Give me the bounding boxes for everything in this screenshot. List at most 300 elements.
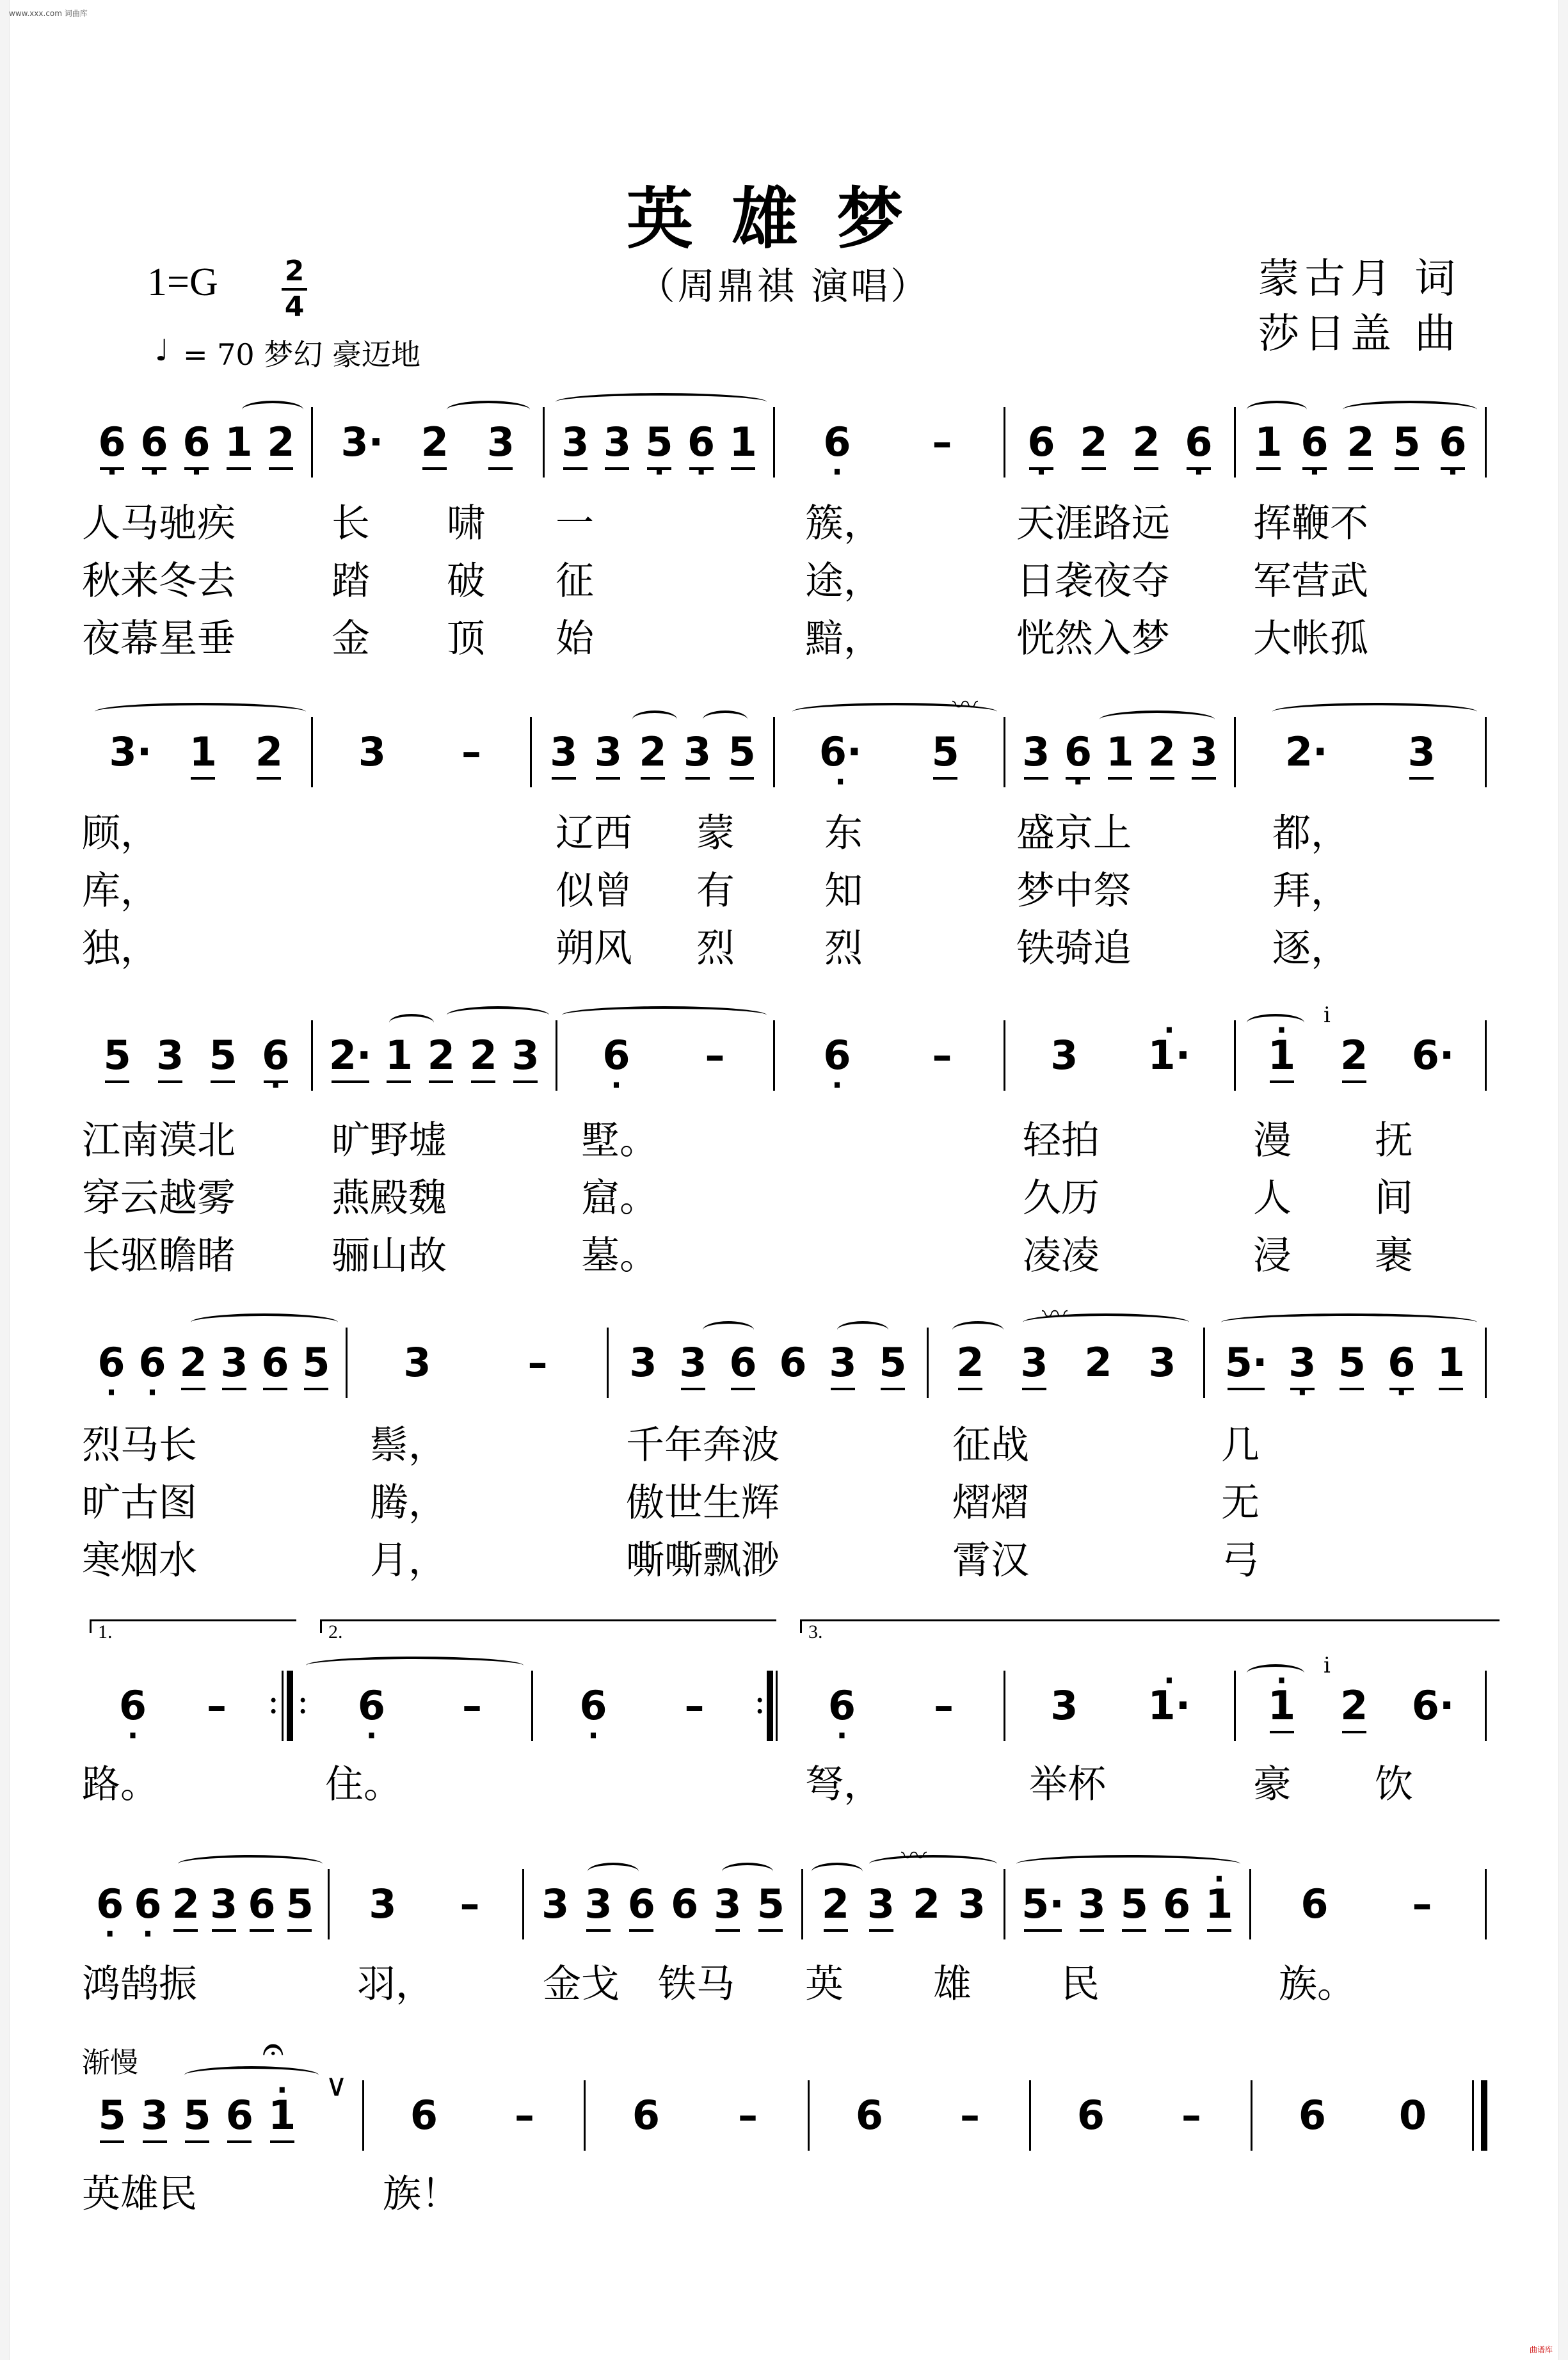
lyric-syllable: 一 (556, 501, 594, 546)
time-top: 2 (284, 255, 305, 287)
lyric-syllable: 顾， (82, 811, 159, 856)
jianpu-note: 0 (1398, 2092, 1427, 2139)
jianpu-note: – (1181, 2092, 1201, 2139)
jianpu-note: 2 (1347, 419, 1375, 465)
grace-note: i (1324, 1653, 1331, 1678)
lyric-syllable: 鬃， (370, 1423, 447, 1468)
measure (586, 2080, 808, 2151)
barline (531, 1671, 533, 1741)
jianpu-note: 5 (1338, 1339, 1366, 1386)
measure (1236, 407, 1485, 478)
measure (314, 1020, 556, 1091)
measure (82, 2080, 312, 2151)
barline (1029, 2080, 1031, 2151)
jianpu-note: 5 (931, 728, 959, 775)
lyric-syllable: 拜， (1272, 869, 1349, 913)
measure (776, 407, 1004, 478)
quarter-note-icon: ♩ (155, 333, 169, 367)
jianpu-note: 3 (1190, 728, 1218, 775)
lyric-syllable: 民 (1061, 1962, 1100, 2007)
measure (1006, 1869, 1249, 1939)
volta-3: 3. (800, 1619, 1500, 1633)
lyric-syllable: 似曾 (556, 869, 632, 913)
barline (1249, 1869, 1251, 1939)
jianpu-note: · 6 (97, 1340, 126, 1385)
lyric-syllable: 独， (82, 926, 159, 971)
measure (82, 1328, 346, 1398)
barline (1203, 1328, 1205, 1398)
lyric-syllable: 铁骑追 (1016, 926, 1132, 971)
measure (558, 1020, 773, 1091)
barline (1485, 717, 1487, 787)
lyric-syllable: 窟。 (581, 1176, 658, 1221)
lyric-syllable: 无 (1221, 1481, 1260, 1525)
jianpu-note: 5· (1224, 1339, 1268, 1386)
jianpu-note: 5 (103, 1032, 131, 1079)
site-label: www.xxx.com 词曲库 (9, 9, 88, 18)
staff-system-3 (82, 1002, 1490, 1091)
jianpu-note: 2 (420, 419, 449, 465)
lyric-line (82, 608, 1490, 661)
lyric-syllable: 盛京上 (1016, 811, 1132, 856)
jianpu-note: 3 (550, 728, 578, 775)
jianpu-note: 3 (1050, 1682, 1078, 1729)
jianpu-note: 1 (189, 728, 217, 775)
lyric-syllable: 嘶嘶飘渺 (626, 1538, 780, 1583)
lyric-syllable: 都， (1272, 811, 1349, 856)
jianpu-note: · 6 (579, 1683, 608, 1728)
lyric-line (82, 1415, 1490, 1468)
mordent-icon: 〰 (952, 691, 978, 720)
lyric-syllable: 月， (370, 1538, 447, 1583)
jianpu-note: 1 (729, 419, 757, 465)
jianpu-note: · 6 (1063, 730, 1092, 775)
jianpu-note: 1 (1437, 1339, 1465, 1386)
jianpu-note: · 6 (1027, 420, 1056, 465)
volta-1: 1. (90, 1619, 296, 1633)
jianpu-note: 2 (469, 1032, 497, 1079)
jianpu-note: 3 (486, 419, 515, 465)
jianpu-note: 3· (109, 728, 152, 775)
jianpu-note: 3 (584, 1881, 612, 1927)
jianpu-note: 2 (912, 1881, 941, 1927)
measure (314, 407, 543, 478)
jianpu-note: 3 (684, 728, 712, 775)
jianpu-note: 6 (225, 2092, 253, 2139)
lyric-syllable: 举杯 (1029, 1762, 1106, 1807)
jianpu-note: – (462, 1682, 482, 1729)
jianpu-note: 3 (1050, 1032, 1078, 1079)
jianpu-note: 5 (879, 1339, 907, 1386)
measure (314, 717, 530, 787)
lyric-line (82, 550, 1490, 604)
lyric-syllable: 梦中祭 (1016, 869, 1132, 913)
lyric-syllable: 千年奔波 (626, 1423, 780, 1468)
barline (584, 2080, 586, 2151)
jianpu-note: · 6 (133, 1882, 163, 1927)
jianpu-note: 6 (1300, 1881, 1329, 1927)
jianpu-note: 3 (829, 1339, 857, 1386)
jianpu-note: · 6 (95, 1882, 125, 1927)
barline (1234, 1671, 1236, 1741)
jianpu-note: – (738, 2092, 758, 2139)
lyric-syllable: 征 (556, 559, 594, 604)
lyric-syllable: 日袭夜夺 (1016, 559, 1170, 604)
lyric-syllable: 金戈 (543, 1962, 620, 2007)
jianpu-note: 2 (1148, 728, 1176, 775)
lyric-syllable: 抚 (1375, 1118, 1413, 1163)
jianpu-note: 6 (1298, 2092, 1327, 2139)
jianpu-note: 6 (779, 1339, 807, 1386)
jianpu-note: 3 (1407, 728, 1436, 775)
repeat-dots: : (754, 1681, 766, 1721)
jianpu-note: 6 (855, 2092, 884, 2139)
lyric-syllable: 旷野墟 (332, 1118, 447, 1163)
jianpu-note: 5 (285, 1881, 314, 1927)
measure (776, 1020, 1004, 1091)
lyric-syllable: 族！ (383, 2172, 460, 2217)
lyric-line (82, 493, 1490, 546)
lyric-line (82, 1472, 1490, 1525)
lyric-syllable: 蒙 (696, 811, 735, 856)
lyric-line (82, 1530, 1490, 1583)
lyric-syllable: 轻拍 (1023, 1118, 1100, 1163)
lyric-syllable: 有 (696, 869, 735, 913)
staff-system-6 (82, 1842, 1490, 1939)
jianpu-note: 5 (98, 2092, 126, 2139)
jianpu-note: – (461, 728, 481, 775)
jianpu-note: 3 (358, 728, 387, 775)
lyric-line (82, 1225, 1490, 1278)
grace-note: i (1324, 1002, 1331, 1028)
lyric-line (82, 1110, 1490, 1163)
lyric-syllable: 久历 (1023, 1176, 1100, 1221)
jianpu-note: 3 (603, 419, 631, 465)
jianpu-note: 3 (1022, 728, 1050, 775)
measure (348, 1328, 607, 1398)
jianpu-note: · 1 (1267, 1683, 1297, 1728)
staff-system-5 (82, 1653, 1490, 1741)
jianpu-note: · 6 (357, 1683, 387, 1728)
jianpu-note: 5 (756, 1881, 785, 1927)
barline (522, 1869, 524, 1939)
lyric-syllable: 几 (1221, 1423, 1260, 1468)
jianpu-note: · 6 (182, 420, 211, 465)
measure (532, 717, 773, 787)
volta-2: 2. (320, 1619, 776, 1633)
jianpu-note: 2· (1284, 728, 1328, 775)
jianpu-note: · 5 (644, 420, 674, 465)
lyric-syllable: 江南漠北 (82, 1118, 236, 1163)
jianpu-note: · 6 (1387, 1340, 1416, 1385)
lyric-syllable: 军营武 (1253, 559, 1368, 604)
jianpu-note: 5· (1021, 1881, 1064, 1927)
lyric-syllable: 傲世生辉 (626, 1481, 780, 1525)
barline (311, 407, 313, 478)
jianpu-note: · 3 (1288, 1340, 1317, 1385)
measure (82, 717, 311, 787)
jianpu-note: · 1 (1204, 1882, 1234, 1927)
jianpu-note: 1 (385, 1032, 413, 1079)
jianpu-note: 3 (1078, 1881, 1106, 1927)
lyric-syllable: 长驱瞻睹 (82, 1233, 236, 1278)
jianpu-note: 3 (369, 1881, 397, 1927)
jianpu-note: 2 (1084, 1339, 1112, 1386)
jianpu-note: 2 (179, 1339, 207, 1386)
jianpu-note: 5 (1120, 1881, 1148, 1927)
jianpu-note: 6 (410, 2092, 438, 2139)
lyric-syllable: 铁马 (658, 1962, 735, 2007)
lyric-syllable: 凌凌 (1023, 1233, 1100, 1278)
lyric-syllable: 恍然入梦 (1016, 616, 1170, 661)
jianpu-note: 6 (671, 1881, 699, 1927)
jianpu-note: 5 (1393, 419, 1421, 465)
measure (330, 1869, 522, 1939)
staff-system-2 (82, 691, 1490, 787)
repeat-dots: : (268, 1681, 280, 1721)
jianpu-note: – (960, 2092, 980, 2139)
jianpu-note: · 6 (1184, 420, 1213, 465)
barline (543, 407, 545, 478)
measure (1006, 1020, 1234, 1091)
barline (346, 1328, 348, 1398)
lyric-syllable: 破 (447, 559, 485, 604)
barline (1004, 1020, 1005, 1091)
time-bottom: 4 (282, 288, 307, 324)
barline (927, 1328, 929, 1398)
measure (1253, 2080, 1472, 2151)
lyric-syllable: 间 (1375, 1176, 1413, 1221)
barline (1485, 1328, 1487, 1398)
jianpu-note: 3 (141, 2092, 169, 2139)
song-title: 英雄梦 (626, 179, 941, 258)
jianpu-note: 3 (541, 1881, 570, 1927)
jianpu-note: 2 (1340, 1032, 1368, 1079)
lyric-syllable: 征战 (952, 1423, 1029, 1468)
lyric-syllable: 顶 (447, 616, 485, 661)
measure (1006, 1671, 1234, 1741)
measure (312, 1671, 531, 1741)
jianpu-note: 3 (1020, 1339, 1048, 1386)
lyricist-credit: 蒙古月 词 (1258, 255, 1461, 303)
lyric-syllable: 旷古图 (82, 1481, 197, 1525)
measure (545, 407, 773, 478)
jianpu-note: 2 (1340, 1682, 1368, 1729)
measure (609, 1328, 927, 1398)
lyric-syllable: 簇， (805, 501, 882, 546)
jianpu-note: 3 (629, 1339, 657, 1386)
lyric-syllable: 途， (805, 559, 882, 604)
jianpu-note: 3 (679, 1339, 707, 1386)
lyric-syllable: 族。 (1279, 1962, 1356, 2007)
lyric-syllable: 逐， (1272, 926, 1349, 971)
barline (1004, 407, 1005, 478)
barline (1251, 2080, 1252, 2151)
lyric-line (82, 860, 1490, 913)
lyric-line (82, 1754, 1490, 1807)
jianpu-note: 6· (1411, 1032, 1455, 1079)
lyric-syllable: 住。 (325, 1762, 402, 1807)
jianpu-note: 2· (328, 1032, 372, 1079)
measure (82, 1869, 328, 1939)
lyric-syllable: 烈 (824, 926, 863, 971)
jianpu-note: · 1 (268, 2093, 297, 2138)
mordent-icon: 〰 (1042, 1300, 1068, 1329)
jianpu-note: 5 (209, 1032, 237, 1079)
lyric-line (82, 1954, 1490, 2007)
barline (767, 1671, 773, 1741)
lyric-syllable: 雄 (933, 1962, 972, 2007)
barline (1234, 1020, 1236, 1091)
jianpu-note: · 6 (261, 1033, 291, 1078)
measure (365, 2080, 584, 2151)
jianpu-note: – (934, 1682, 954, 1729)
repeat-dots: : (297, 1681, 309, 1721)
barline (1004, 717, 1005, 787)
lyric-syllable: 金 (332, 616, 370, 661)
lyric-syllable: 踏 (332, 559, 370, 604)
measure (782, 1671, 1004, 1741)
jianpu-note: · 6 (118, 1683, 148, 1728)
measure (82, 407, 311, 478)
jianpu-note: 3 (156, 1032, 184, 1079)
lyric-syllable: 穿云越雾 (82, 1176, 236, 1221)
jianpu-note: 3 (714, 1881, 742, 1927)
jianpu-note: – (932, 419, 952, 465)
measure (525, 1869, 801, 1939)
jianpu-note: · 6 (822, 420, 852, 465)
lyric-line (82, 803, 1490, 856)
jianpu-note: 2 (639, 728, 667, 775)
jianpu-note: · 6 (1300, 420, 1329, 465)
lyric-line (82, 1168, 1490, 1221)
jianpu-note: · 6 (140, 420, 169, 465)
jianpu-note: 6 (729, 1339, 757, 1386)
jianpu-note: – (684, 1682, 705, 1729)
jianpu-note: – (515, 2092, 534, 2139)
jianpu-note: 6 (261, 1339, 289, 1386)
jianpu-note: 3 (511, 1032, 540, 1079)
barline (1485, 407, 1487, 478)
barline (287, 1671, 293, 1741)
lyric-syllable: 夜幕星垂 (82, 616, 236, 661)
barline (1234, 717, 1236, 787)
jianpu-note: 1 (225, 419, 253, 465)
barline (776, 1671, 778, 1741)
barline (1485, 1020, 1487, 1091)
lyric-syllable: 始 (556, 616, 594, 661)
lyric-syllable: 浸 (1253, 1233, 1292, 1278)
lyric-syllable: 鸿鹄振 (82, 1962, 197, 2007)
jianpu-note: 3 (561, 419, 589, 465)
lyric-syllable: 英雄民 (82, 2172, 197, 2217)
jianpu-note: 1 (1254, 419, 1283, 465)
jianpu-note: 2 (267, 419, 295, 465)
jianpu-note: 2 (172, 1881, 200, 1927)
lyric-syllable: 大帐孤 (1253, 616, 1368, 661)
jianpu-note: 3 (867, 1881, 895, 1927)
measure (804, 1869, 1004, 1939)
lyric-syllable: 霄汉 (952, 1538, 1029, 1583)
lyric-line (82, 2163, 1490, 2217)
jianpu-note: – (460, 1881, 480, 1927)
jianpu-note: · 6 (822, 1033, 852, 1078)
fermata-icon: 𝄐 (262, 2027, 284, 2071)
lyric-syllable: 骊山故 (332, 1233, 447, 1278)
barline (311, 717, 313, 787)
jianpu-note: 3 (1148, 1339, 1176, 1386)
barline (328, 1869, 330, 1939)
lyric-syllable: 弓 (1221, 1538, 1260, 1583)
jianpu-note: 2 (1080, 419, 1108, 465)
barline (773, 717, 775, 787)
lyric-syllable: 天涯路远 (1016, 501, 1170, 546)
jianpu-note: 2 (821, 1881, 850, 1927)
barline (1472, 2080, 1474, 2151)
jianpu-note: · 6 (1438, 420, 1468, 465)
jianpu-note: – (932, 1032, 952, 1079)
lyric-syllable: 弩， (805, 1762, 882, 1807)
left-border (0, 0, 10, 2360)
lyric-syllable: 东 (824, 811, 863, 856)
barline (773, 1020, 775, 1091)
lyric-syllable: 羽， (357, 1962, 434, 2007)
barline (530, 717, 532, 787)
barline (362, 2080, 364, 2151)
lyric-syllable: 路。 (82, 1762, 159, 1807)
lyric-syllable: 豪 (1253, 1762, 1292, 1807)
barline (1004, 1869, 1005, 1939)
lyric-syllable: 裹 (1375, 1233, 1413, 1278)
barline (1481, 2080, 1487, 2151)
jianpu-note: – (705, 1032, 725, 1079)
barline (282, 1671, 284, 1741)
jianpu-note: 3 (210, 1881, 238, 1927)
lyric-syllable: 啸 (447, 501, 485, 546)
jianpu-note: 2 (255, 728, 283, 775)
time-signature (282, 255, 307, 324)
lyric-syllable: 朔风 (556, 926, 632, 971)
measure (1206, 1328, 1485, 1398)
staff-system-4 (82, 1300, 1490, 1398)
lyric-syllable: 库， (82, 869, 159, 913)
lyric-syllable: 墓。 (581, 1233, 658, 1278)
measure (776, 717, 1004, 787)
lyric-syllable: 知 (824, 869, 863, 913)
barline (808, 2080, 810, 2151)
tempo-change: 渐慢 (82, 2046, 138, 2079)
jianpu-note: 2 (427, 1032, 455, 1079)
jianpu-note: 5 (728, 728, 756, 775)
jianpu-note: 5 (183, 2092, 211, 2139)
measure (929, 1328, 1203, 1398)
jianpu-note: · 6 (602, 1033, 631, 1078)
measure (810, 2080, 1029, 2151)
jianpu-note: · 6· (819, 730, 862, 775)
jianpu-note: 6 (1076, 2092, 1105, 2139)
barline (1485, 1671, 1487, 1741)
jianpu-note: – (1412, 1881, 1432, 1927)
jianpu-note: · 6 (687, 420, 716, 465)
lyric-syllable: 挥鞭不 (1253, 501, 1368, 546)
measure (534, 1671, 754, 1741)
footer-label: 曲谱库 (1529, 2345, 1553, 2354)
jianpu-note: – (207, 1682, 227, 1729)
jianpu-note: · 6 (828, 1683, 857, 1728)
jianpu-note: · 1· (1148, 1033, 1190, 1078)
jianpu-note: 6 (248, 1881, 276, 1927)
lyric-syllable: 寒烟水 (82, 1538, 197, 1583)
